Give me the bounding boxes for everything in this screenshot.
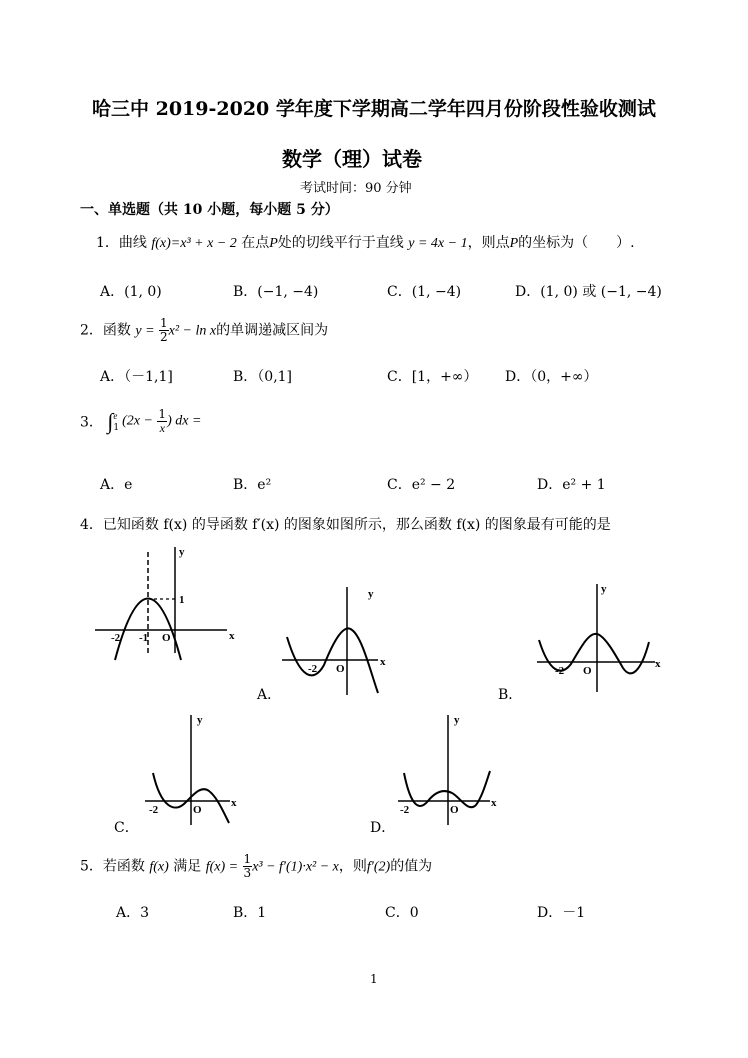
q2-option-b: B．（0,1] <box>233 369 293 385</box>
option-d-curve <box>404 771 490 807</box>
q4-text: 已知函数 f(x) 的导函数 f′(x) 的图象如图所示，那么函数 f(x) 的图象最有可能的是 <box>102 517 611 533</box>
label-x: x <box>229 630 235 642</box>
label-one: 1 <box>179 594 185 606</box>
section-heading: 一、单选题（共 10 小题，每小题 5 分） <box>80 202 339 218</box>
label-neg2: -2 <box>308 663 318 675</box>
option-a-graph <box>282 585 392 695</box>
q5-option-a: A．3 <box>116 905 150 921</box>
q1-option-d: D．(1, 0) 或 (−1, −4) <box>515 284 662 300</box>
q2-text-2: 的单调递减区间为 <box>216 322 329 339</box>
q1-text-2: 在点 <box>241 235 270 251</box>
question-3 <box>80 408 201 435</box>
label-o: O <box>193 804 202 816</box>
label-y: y <box>179 546 185 558</box>
q1-option-c: C．(1, −4) <box>387 284 462 300</box>
q5-eq-left: f(x) = <box>205 859 239 875</box>
q5-text-1: 若函数 <box>102 858 145 875</box>
option-d-graph <box>398 713 508 828</box>
q2-fraction <box>159 317 169 344</box>
q2-y: y = <box>135 323 155 339</box>
exam-title: 哈三中 2019-2020 学年度下学期高二学年四月份阶段性验收测试 <box>92 98 656 120</box>
q1-point: P <box>269 236 278 251</box>
q5-eq-right: x³ − f′(1)·x² − x <box>252 859 339 875</box>
q3-fraction <box>157 408 167 435</box>
label-o: O <box>336 663 345 675</box>
q3-right: ) dx = <box>167 413 202 429</box>
label-y: y <box>601 583 607 595</box>
q3-number: 3． <box>80 414 103 431</box>
label-o: O <box>162 632 171 644</box>
q3-left: (2x − <box>122 413 153 429</box>
label-y: y <box>197 714 203 726</box>
q4-option-b: B． <box>498 687 523 703</box>
label-o: O <box>450 804 459 816</box>
exam-subtitle: 数学（理）试卷 <box>282 147 422 171</box>
question-1 <box>96 232 635 252</box>
label-o: O <box>583 665 592 677</box>
label-neg2: -2 <box>149 804 159 816</box>
q3-frac-den: x <box>159 421 165 435</box>
exam-time: 考试时间：90 分钟 <box>300 181 412 196</box>
q4-number: 4． <box>80 517 103 533</box>
q3-lower: 1 <box>113 422 120 433</box>
q3-option-d: D．e² + 1 <box>537 477 606 493</box>
option-c-graph <box>145 713 245 828</box>
q2-number: 2． <box>80 322 103 339</box>
q3-option-b: B．e² <box>233 477 272 493</box>
label-neg1: -1 <box>139 632 149 644</box>
label-x: x <box>655 658 661 670</box>
q2-option-a: A．（－1,1] <box>100 369 173 385</box>
q4-option-c: C． <box>114 820 139 836</box>
question-5 <box>80 853 432 880</box>
q2-option-d: D．（0，+∞） <box>505 369 598 385</box>
q5-option-d: D．－1 <box>537 905 586 921</box>
label-x: x <box>380 656 386 668</box>
q1-text-1: 曲线 <box>118 235 147 251</box>
label-neg2: -2 <box>400 804 410 816</box>
q1-function: f(x)=x³ + x − 2 <box>151 236 237 251</box>
q2-text-1: 函数 <box>102 322 131 339</box>
q5-number: 5． <box>80 858 103 875</box>
option-b-graph <box>537 582 667 692</box>
q3-frac-num: 1 <box>158 407 167 421</box>
q3-option-c: C．e² − 2 <box>387 477 456 493</box>
q5-fx: f(x) <box>149 859 169 875</box>
q4-option-d: D． <box>370 820 396 836</box>
q3-bounds <box>113 410 119 434</box>
q2-frac-den: 2 <box>160 330 168 344</box>
q2-option-c: C．[1，+∞） <box>387 369 478 385</box>
q5-text-4: 的值为 <box>390 858 433 875</box>
q5-frac-num: 1 <box>243 852 252 866</box>
page-number: 1 <box>370 972 378 986</box>
q2-frac-num: 1 <box>160 316 168 330</box>
q1-option-a: A．(1, 0) <box>100 284 162 300</box>
label-y: y <box>454 714 460 726</box>
q2-function-rest: x² − ln x <box>168 323 217 339</box>
q3-upper: e <box>113 410 118 421</box>
label-x: x <box>231 797 237 809</box>
derivative-graph <box>95 545 235 655</box>
question-2 <box>80 317 328 344</box>
q5-text-2: 满足 <box>173 858 202 875</box>
q1-text-4: ，则点 <box>467 235 510 251</box>
q1-number: 1． <box>96 235 119 251</box>
q3-integral-sign: ∫ <box>107 408 114 434</box>
q5-f2: f′(2) <box>366 859 391 875</box>
q1-option-b: B．(−1, −4) <box>233 284 319 300</box>
q3-option-a: A．e <box>100 477 133 493</box>
q5-fraction <box>243 853 253 880</box>
q1-text-5: 的坐标为（ ）. <box>518 235 635 251</box>
q1-text-3: 处的切线平行于直线 <box>277 235 404 251</box>
q1-point-2: P <box>509 236 519 251</box>
q4-option-a: A． <box>257 687 282 703</box>
label-neg2: -2 <box>111 632 121 644</box>
question-4 <box>80 514 611 534</box>
label-x: x <box>491 797 497 809</box>
label-neg2: -2 <box>555 665 565 677</box>
label-y: y <box>368 588 374 600</box>
q5-text-3: ，则 <box>338 858 367 875</box>
q5-frac-den: 3 <box>243 866 252 880</box>
q5-option-b: B．1 <box>233 905 267 921</box>
q1-line: y = 4x − 1 <box>408 236 468 251</box>
q5-option-c: C．0 <box>385 905 419 921</box>
